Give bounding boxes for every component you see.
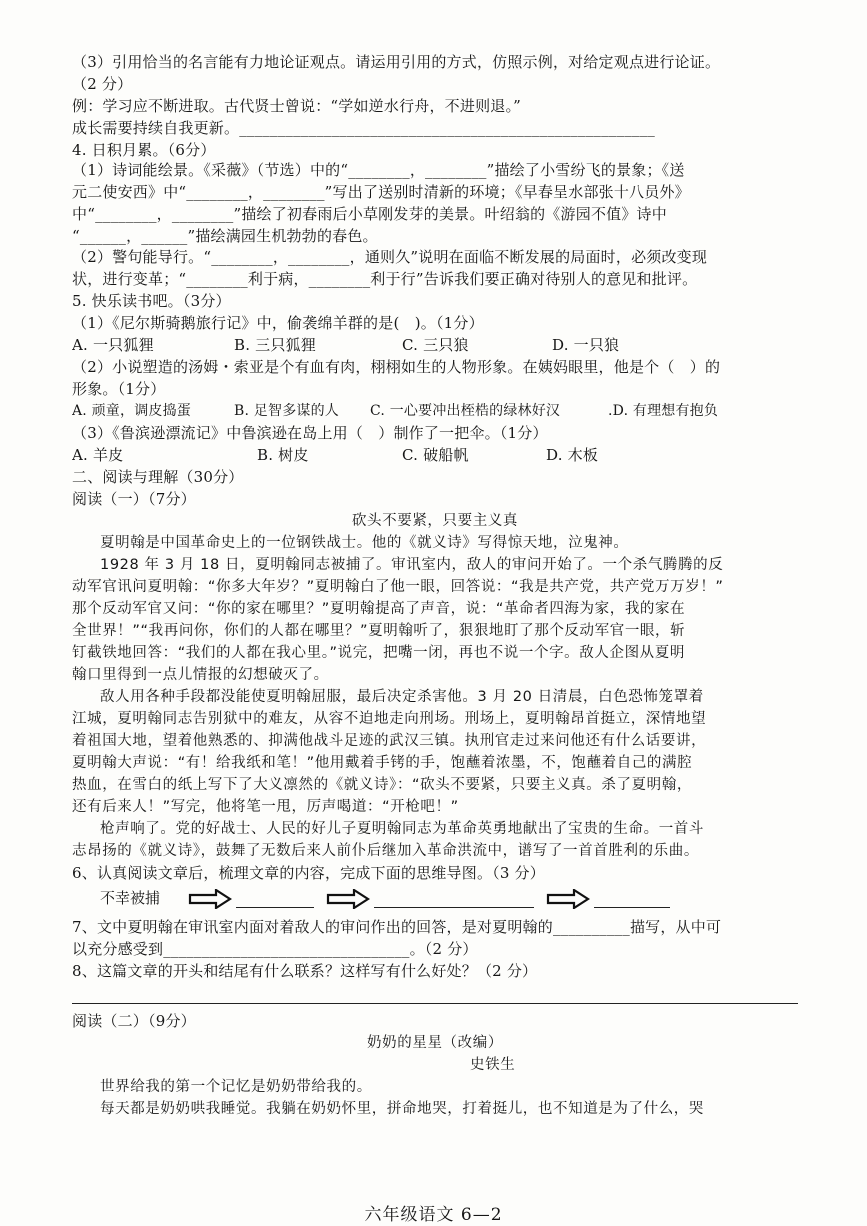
q6-instruction: 6、认真阅读文章后，梳理文章的内容，完成下面的思维导图。（3 分） — [72, 864, 545, 882]
q5-part2-line2: 形象。（1分） — [72, 380, 166, 398]
reading-one-heading: 阅读（一）（7分） — [72, 490, 196, 508]
mind-map-blank-1[interactable] — [236, 907, 314, 908]
q3-score: （2 分） — [72, 75, 133, 93]
option-c[interactable]: C. 三只狼 — [402, 336, 469, 354]
passage-para2-line2: 动军官讯问夏明翰：“你多大年岁？”夏明翰白了他一眼，回答说：“我是共产党，共产党万万岁！” — [72, 579, 724, 595]
q4-part2-line1[interactable]: （2）警句能导行。“________，________，通则久”说明在面临不断发展的局面时，必须改变现 — [72, 248, 708, 266]
option-a[interactable]: A. 一只狐狸 — [72, 336, 154, 354]
story-para2-line1: 每天都是奶奶哄我睡觉。我躺在奶奶怀里，拼命地哭，打着挺儿，也不知道是为了什么，哭 — [100, 1101, 704, 1117]
q5-part1-options — [72, 335, 792, 355]
q4-heading: 4. 日积月累。（6分） — [72, 141, 216, 159]
q7-line2[interactable]: 以充分感受到________________________________。（2 分） — [72, 940, 478, 958]
passage-para2-line4: 全世界！”“我再问你，你们的人都在哪里？”夏明翰听了，狠狠地盯了那个反动军官一眼，斩 — [72, 623, 686, 639]
reading-two-heading: 阅读（二）（9分） — [72, 1012, 196, 1030]
passage-para3-line4: 夏明翰大声说：“有！给我纸和笔！”他用戴着手铐的手，饱蘸着浓墨，不，饱蘸着自己的满腔 — [72, 755, 693, 771]
q3-answer-line[interactable]: 成长需要持续自我更新。______________________________________________________ — [72, 119, 656, 137]
mind-map-blank-3[interactable] — [594, 907, 670, 908]
passage-para3-line5: 热血，在雪白的纸上写下了大义凛然的《就义诗》：“砍头不要紧，只要主义真。杀了夏明翰， — [72, 777, 692, 793]
option-d[interactable]: D. 一只狼 — [552, 336, 620, 354]
passage-para3-line3: 着祖国大地，望着他熟悉的、抑满他战斗足迹的武汉三镇。执刑官走过来问他还有什么话要讲， — [72, 733, 707, 749]
option-b[interactable]: B. 足智多谋的人 — [234, 403, 339, 419]
passage-para3-line1: 敌人用各种手段都没能使夏明翰屈服，最后决定杀害他。3 月 20 日清晨，白色恐怖笼罩着 — [100, 689, 704, 705]
passage-para4-line2: 志昂扬的《就义诗》，鼓舞了无数后来人前仆后继加入革命洪流中，谱写了一首首胜利的乐曲。 — [72, 843, 699, 859]
q7-line1[interactable]: 7、文中夏明翰在审讯室内面对着敌人的审问作出的回答，是对夏明翰的__________描写，从中可 — [72, 918, 722, 936]
arrow-right-icon — [188, 889, 232, 909]
option-b[interactable]: B. 树皮 — [257, 446, 309, 464]
passage-para2-line5: 钉截铁地回答：“我们的人都在我心里。”说完，把嘴一闭，再也不说一个字。敌人企图从夏明 — [72, 645, 685, 661]
passage-para2-line3: 那个反动军官又问：“你的家在哪里？”夏明翰提高了声音，说：“革命者四海为家，我的家在 — [72, 601, 686, 617]
page-footer: 六年级语文 6—2 — [364, 1205, 503, 1225]
passage-para2-line1: 1928 年 3 月 18 日，夏明翰同志被捕了。审讯室内，敌人的审问开始了。一个杀气腾腾的反 — [100, 557, 724, 573]
q4-part1-line3[interactable]: 中“________，________”描绘了初春雨后小草刚发芽的美景。叶绍翁的《游园不值》诗中 — [72, 205, 667, 223]
option-d[interactable]: .D. 有理想有抱负 — [608, 403, 719, 419]
q5-part2-options — [72, 401, 792, 421]
reading-one-title: 砍头不要紧，只要主义真 — [351, 513, 519, 529]
passage-para4-line1: 枪声响了。党的好战士、人民的好儿子夏明翰同志为革命英勇地献出了宝贵的生命。一首斗 — [100, 821, 704, 837]
passage-para3-line6: 还有后来人！”写完，他将笔一甩，厉声喝道：“开枪吧！” — [72, 799, 459, 815]
answer-line[interactable] — [72, 1003, 798, 1004]
q8-question: 8、这篇文章的开头和结尾有什么联系？这样写有什么好处？（2 分） — [72, 962, 538, 980]
option-c[interactable]: C. 破船帆 — [402, 446, 469, 464]
passage-para2-line6: 翰口里得到一点儿情报的幻想破灭了。 — [72, 667, 329, 683]
passage-para1: 夏明翰是中国革命史上的一位钢铁战士。他的《就义诗》写得惊天地，泣鬼神。 — [100, 535, 629, 551]
q4-part1-line4[interactable]: “______，______”描绘满园生机勃勃的春色。 — [72, 227, 378, 245]
q4-part1-line1[interactable]: （1）诗词能绘景。《采薇》（节选）中的“________，________”描绘了小雪纷飞的景象；《送 — [72, 161, 685, 179]
mind-map-blank-2[interactable] — [374, 907, 534, 908]
q5-heading: 5. 快乐读书吧。（3分） — [72, 292, 231, 310]
mind-map — [100, 885, 700, 913]
option-c[interactable]: C. 一心要冲出桎梏的绿林好汉 — [370, 403, 561, 419]
section-two-heading: 二、阅读与理解（30分） — [72, 468, 244, 486]
mind-map-start: 不幸被捕 — [100, 889, 161, 907]
q5-part2-line1: （2）小说塑造的汤姆・索亚是个有血有肉，栩栩如生的人物形象。在姨妈眼里，他是个（ ）的 — [72, 358, 721, 376]
passage-para3-line2: 江城，夏明翰同志告别狱中的难友，从容不迫地走向刑场。刑场上，夏明翰昂首挺立，深情地望 — [72, 711, 707, 727]
q4-part2-line2[interactable]: 状，进行变革；“________利于病，________利于行”告诉我们要正确对待别人的意见和批评。 — [72, 270, 698, 288]
arrow-right-icon — [546, 889, 590, 909]
q3-example: 例：学习应不断进取。古代贤士曾说：“学如逆水行舟，不进则退。” — [72, 97, 522, 115]
option-b[interactable]: B. 三只狐狸 — [234, 336, 316, 354]
q5-part3-options — [72, 445, 792, 465]
option-a[interactable]: A. 顽童，调皮捣蛋 — [72, 403, 192, 419]
arrow-right-icon — [326, 889, 370, 909]
q4-part1-line2[interactable]: 元二使安西》中“________，________”写出了送别时清新的环境；《早春呈水部张十八员外》 — [72, 183, 690, 201]
option-d[interactable]: D. 木板 — [546, 446, 599, 464]
q5-part1: （1）《尼尔斯骑鹅旅行记》中，偷袭绵羊群的是( )。（1分） — [72, 314, 484, 332]
story-para1: 世界给我的第一个记忆是奶奶带给我的。 — [100, 1079, 372, 1095]
q5-part3: （3）《鲁滨逊漂流记》中鲁滨逊在岛上用（ ）制作了一把伞。（1分） — [72, 424, 548, 442]
option-a[interactable]: A. 羊皮 — [72, 446, 124, 464]
reading-two-title: 奶奶的星星（改编） — [367, 1035, 503, 1051]
reading-two-author: 史铁生 — [470, 1057, 516, 1073]
q3-instruction: （3）引用恰当的名言能有力地论证观点。请运用引用的方式，仿照示例，对给定观点进行论证。 — [72, 53, 721, 71]
